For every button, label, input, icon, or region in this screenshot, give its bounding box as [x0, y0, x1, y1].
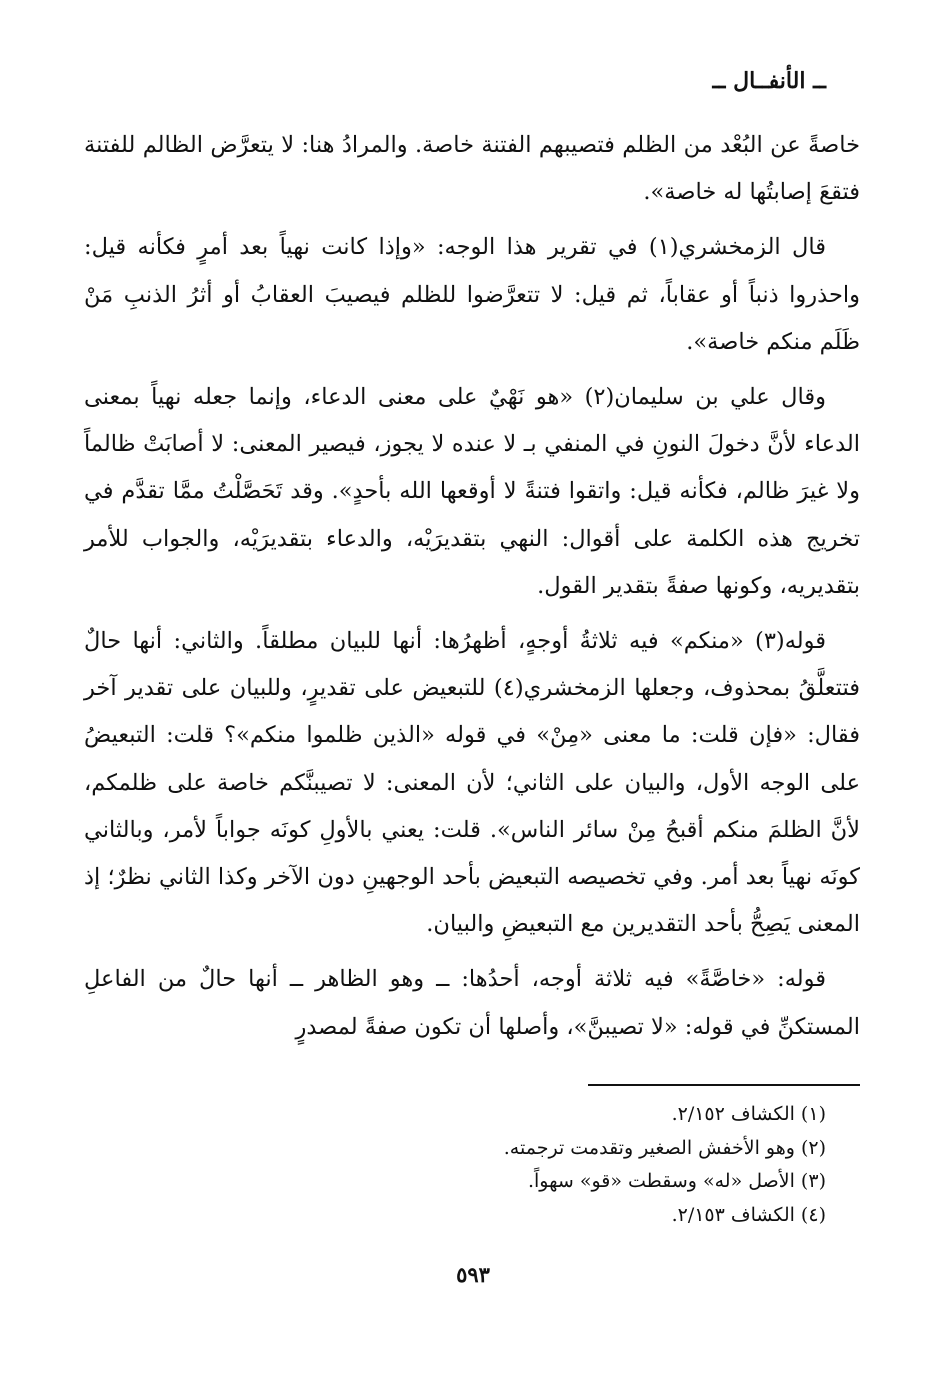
- running-header: ــ الأنفــال ــ: [712, 68, 826, 94]
- footnote-4: (٤) الكشاف ٢/١٥٣.: [671, 1203, 826, 1226]
- footnote-3: (٣) الأصل «له» وسقطت «قو» سهواً.: [527, 1170, 826, 1192]
- paragraph-4: قوله(٣) «منكم» فيه ثلاثةُ أوجهٍ، أظهرُها: أنها للبيان مطلقاً. والثاني: أنها حالٌ فتتعلَّقُ بمحذوف، وجعلها الزمخشري(٤) للتبعيض على تقديرٍ، وللبيان على تقدير آخر فقال: «فإن قلت: ما معنى «مِنْ» في قوله «الذين ظلموا منكم»؟ قلت: التبعيضُ على الوجه الأول، والبيان على الثاني؛ لأن المعنى: لا تصيبنَّكم خاصة على ظلمكم، لأنَّ الظلمَ منكم أقبحُ مِنْ سائر الناس». قلت: يعني بالأولِ كونَه جواباً لأمر، وبالثاني كونَه نهياً بعد أمر. وفي تخصيصه التبعيض بأحد الوجهينِ دون الآخر وكذا الثاني نظرٌ؛ إذ المعنى يَصِحُّ بأحد التقديرين مع التبعيضِ والبيان.: [84, 628, 860, 938]
- footnote-separator: [588, 1084, 860, 1086]
- footnotes: [126, 1098, 826, 1232]
- page-number: ٥٩٣: [456, 1262, 490, 1287]
- footnote-1: (١) الكشاف ٢/١٥٢.: [671, 1103, 826, 1125]
- paragraph-3: وقال علي بن سليمان(٢) «هو نَهْيٌ على معنى الدعاء، وإنما جعله نهياً بمعنى الدعاء لأنَّ دخولَ النونِ في المنفي بـ لا عنده لا يجوز، فيصير المعنى: لا أصابَتْ ظالماً ولا غيرَ ظالم، فكأنه قيل: واتقوا فتنةً لا أوقعها الله بأحدٍ». وقد تَحَصَّلْتُ ممَّا تقدَّم في تخريج هذه الكلمة على أقوال: النهي بتقديرَيْه، والدعاء بتقديرَيْه، والجواب للأمر بتقديريه، وكونها صفةً بتقدير القول.: [84, 384, 860, 599]
- body-text: [84, 122, 860, 1059]
- paragraph-2: قال الزمخشري(١) في تقرير هذا الوجه: «وإذا كانت نهياً بعد أمرٍ فكأنه قيل: واحذروا ذنباً أو عقاباً، ثم قيل: لا تتعرَّضوا للظلم فيصيبَ العقابُ أو أثرُ الذنبِ مَنْ ظَلَم منكم خاصة».: [84, 234, 860, 355]
- paragraph-1: خاصةً عن البُعْد من الظلم فتصيبهم الفتنة خاصة. والمرادُ هنا: لا يتعرَّض الظالم للفتنة فتقعَ إصابتُها له خاصة».: [84, 132, 860, 206]
- footnote-2: (٢) وهو الأخفش الصغير وتقدمت ترجمته.: [503, 1136, 826, 1159]
- paragraph-5: قوله: «خاصَّةً» فيه ثلاثة أوجه، أحدُها: ــ وهو الظاهر ــ أنها حالٌ من الفاعلِ المستكنِّ في قوله: «لا تصيبنَّ»، وأصلها أن تكون صفةً لمصدرٍ: [84, 966, 860, 1040]
